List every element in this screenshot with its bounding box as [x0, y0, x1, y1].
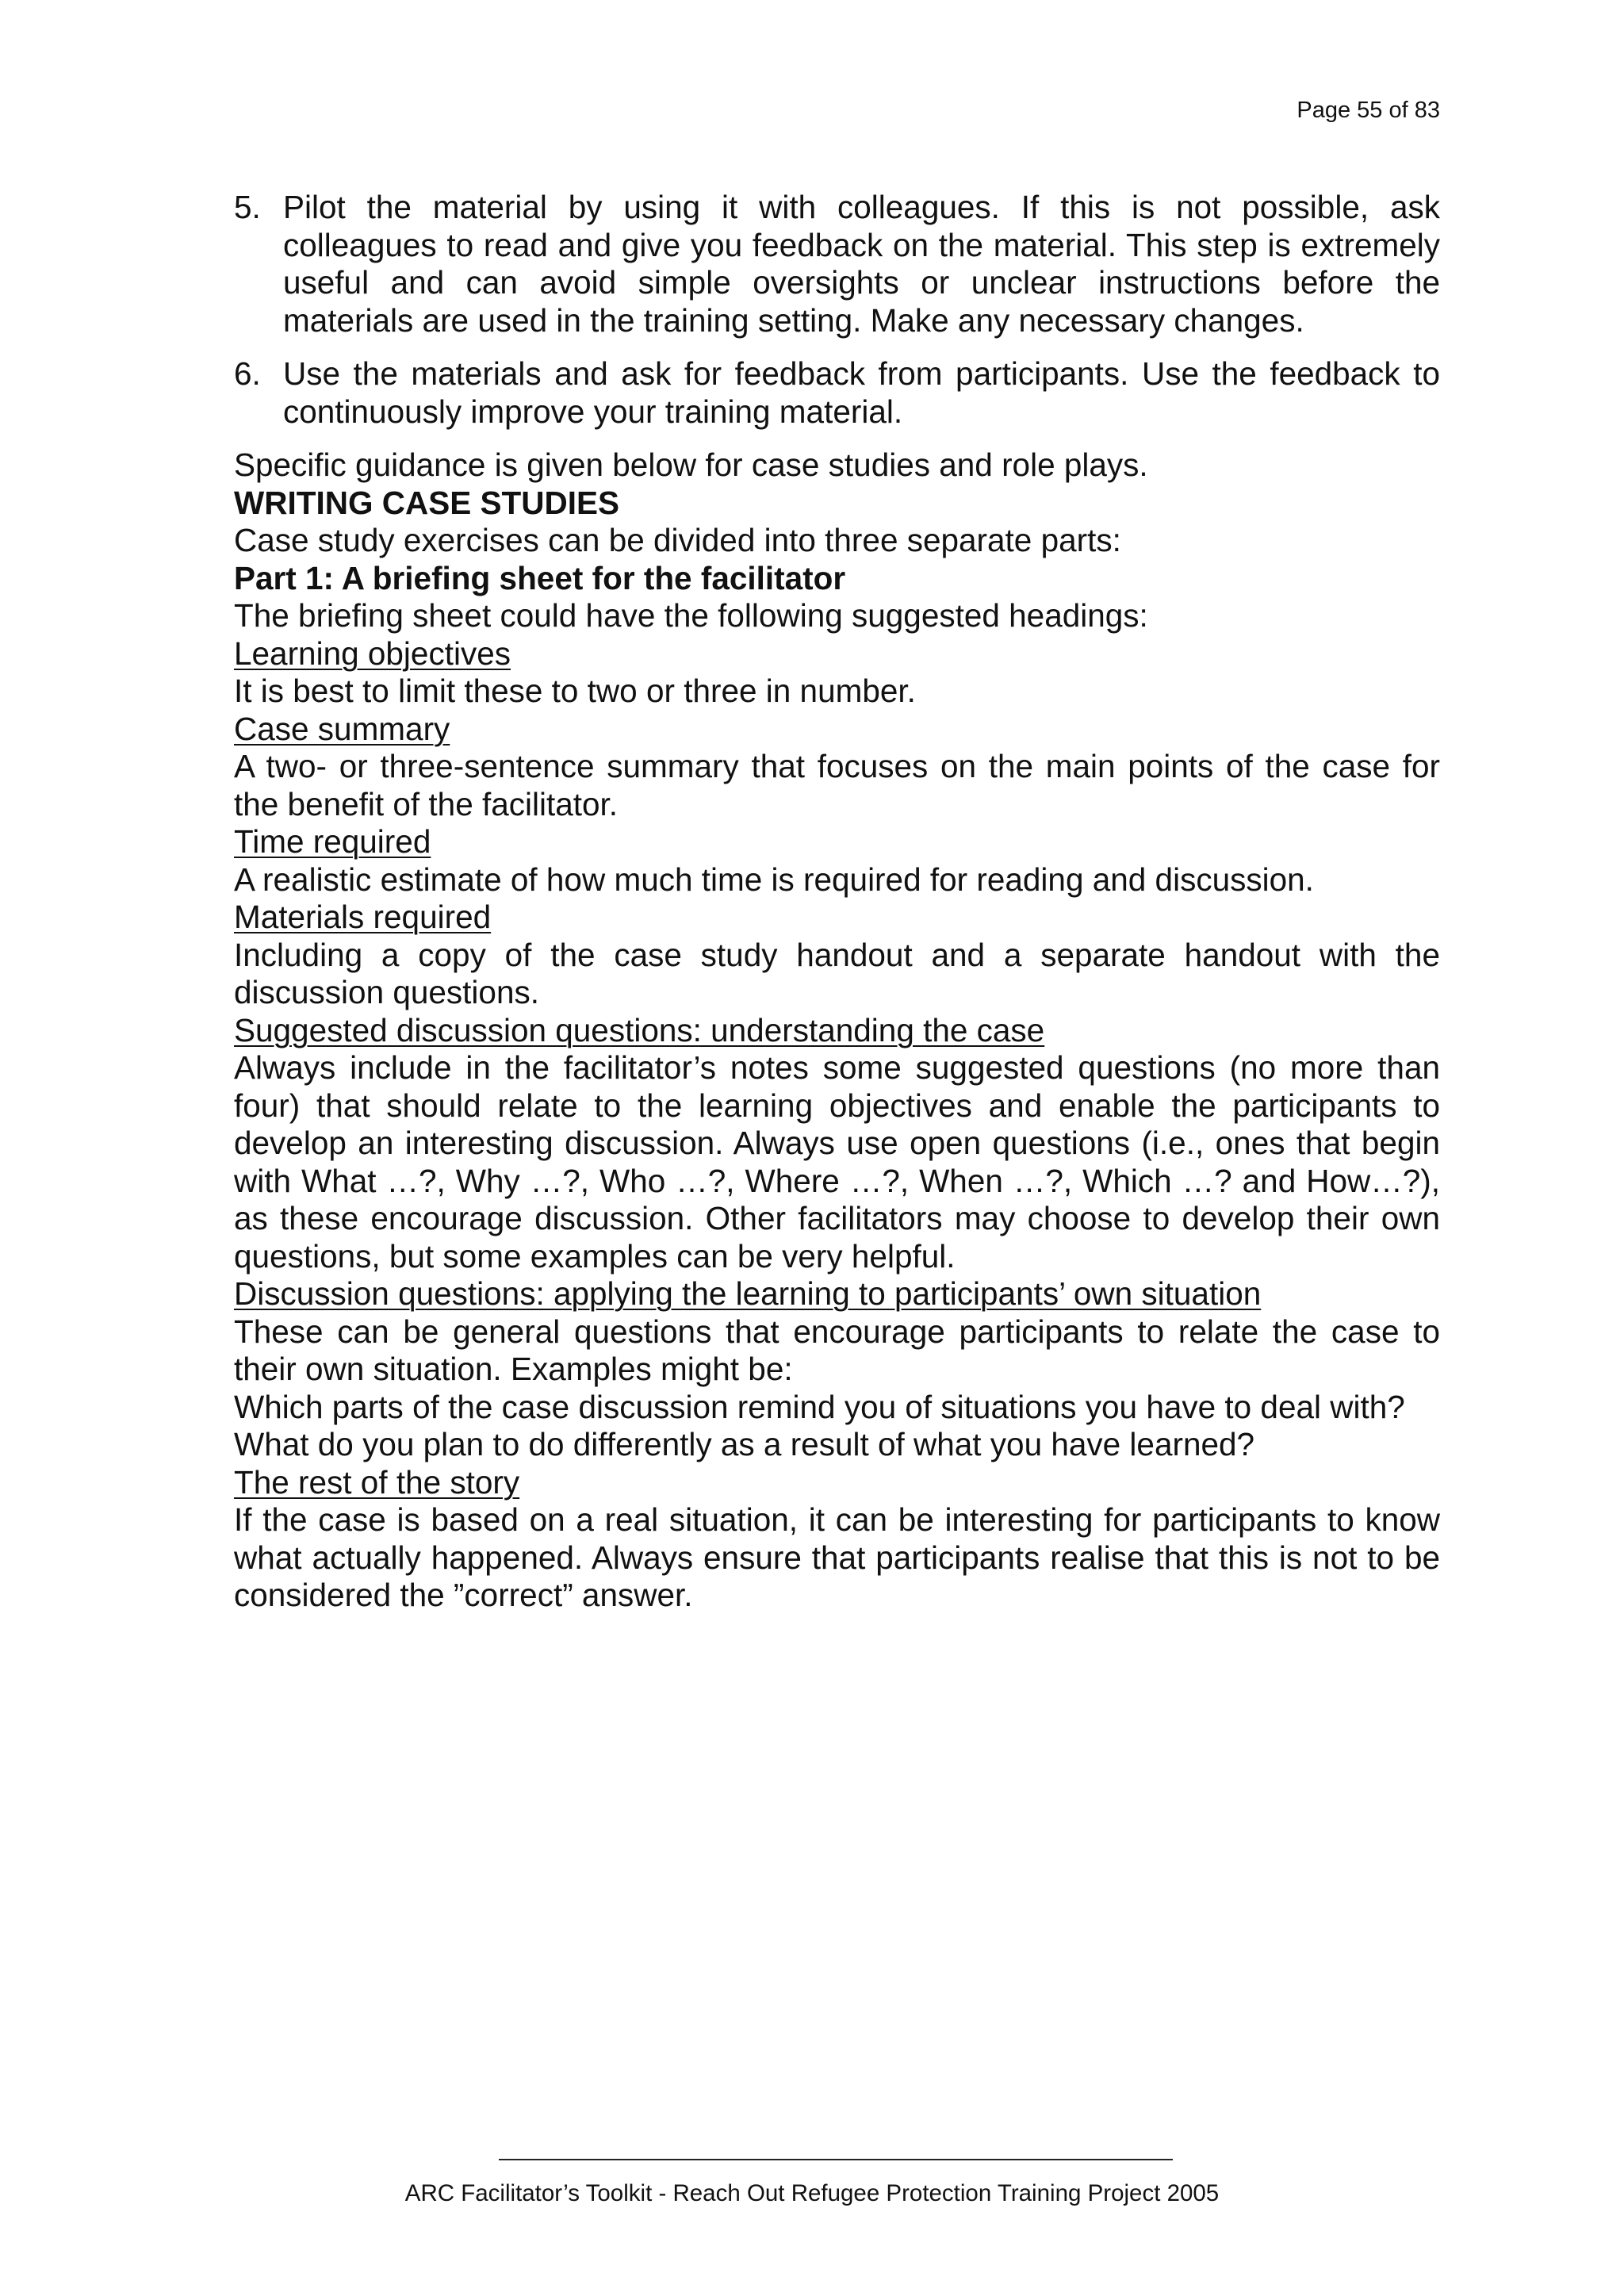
list-item-text: Use the materials and ask for feedback from participants. Use the feedback to continuously improve your training material.: [283, 355, 1440, 430]
subheading-applying-questions: Discussion questions: applying the learning to participants’ own situation: [234, 1275, 1262, 1312]
subheading-learning-objectives: Learning objectives: [234, 634, 511, 672]
page-body: [234, 189, 1440, 1615]
subheading-suggested-questions: Suggested discussion questions: understanding the case: [234, 1011, 1045, 1048]
guidance-intro: Specific guidance is given below for case studies and role plays.: [234, 447, 1148, 483]
applying-questions-text: These can be general questions that encourage participants to relate the case to their own situation. Examples might be:: [234, 1313, 1440, 1387]
section-heading: WRITING CASE STUDIES: [234, 484, 620, 521]
subheading-materials-required: Materials required: [234, 899, 492, 935]
part-heading: Part 1: A briefing sheet for the facilitator: [234, 559, 846, 596]
subheading-rest-of-story: The rest of the story: [234, 1463, 520, 1501]
case-summary-text: A two- or three-sentence summary that focuses on the main points of the case for the benefit of the facilitator.: [234, 748, 1440, 822]
list-item-number: 5.: [234, 189, 261, 225]
numbered-list-item: [234, 189, 1440, 339]
footer-text: ARC Facilitator’s Toolkit - Reach Out Refugee Protection Training Project 2005: [404, 2180, 1220, 2206]
suggested-questions-text: Always include in the facilitator’s notes some suggested questions (no more than four) that should relate to the learning objectives and enable the participants to develop an interesting discussion. Always use open questions (i.e., ones that begin with What …?, Why …?, Who …?, Where …?, When …?, Which …? and How…?), as these encourage discussion. Other facilitators may choose to develop their own questions, but some examples can be very helpful.: [234, 1049, 1440, 1274]
rest-of-story-text: If the case is based on a real situation, it can be interesting for participants to know what actually happened. Always ensure that participants realise that this is not to be considered the ”correct” answer.: [234, 1501, 1440, 1613]
case-intro: Case study exercises can be divided into three separate parts:: [234, 522, 1121, 558]
numbered-list-item: [234, 355, 1440, 431]
time-required-text: A realistic estimate of how much time is required for reading and discussion.: [234, 861, 1314, 898]
learning-objectives-text: It is best to limit these to two or three in number.: [234, 673, 916, 709]
example-question: What do you plan to do differently as a result of what you have learned?: [234, 1426, 1255, 1462]
list-item-text: Pilot the material by using it with colleagues. If this is not possible, ask colleagues to read and give you feedback on the material. This step is extremely useful and can avoid simple oversights or unclear instructions before the materials are used in the training setting. Make any necessary changes.: [283, 189, 1440, 339]
subheading-time-required: Time required: [234, 823, 431, 860]
materials-required-text: Including a copy of the case study handout and a separate handout with the discussion questions.: [234, 936, 1440, 1010]
page-number: Page 55 of 83: [1297, 98, 1440, 123]
footer-divider: [499, 2159, 1173, 2160]
list-item-number: 6.: [234, 355, 261, 392]
subheading-case-summary: Case summary: [234, 710, 450, 747]
briefing-intro: The briefing sheet could have the following suggested headings:: [234, 597, 1148, 634]
example-question: Which parts of the case discussion remind you of situations you have to deal with?: [234, 1388, 1405, 1425]
